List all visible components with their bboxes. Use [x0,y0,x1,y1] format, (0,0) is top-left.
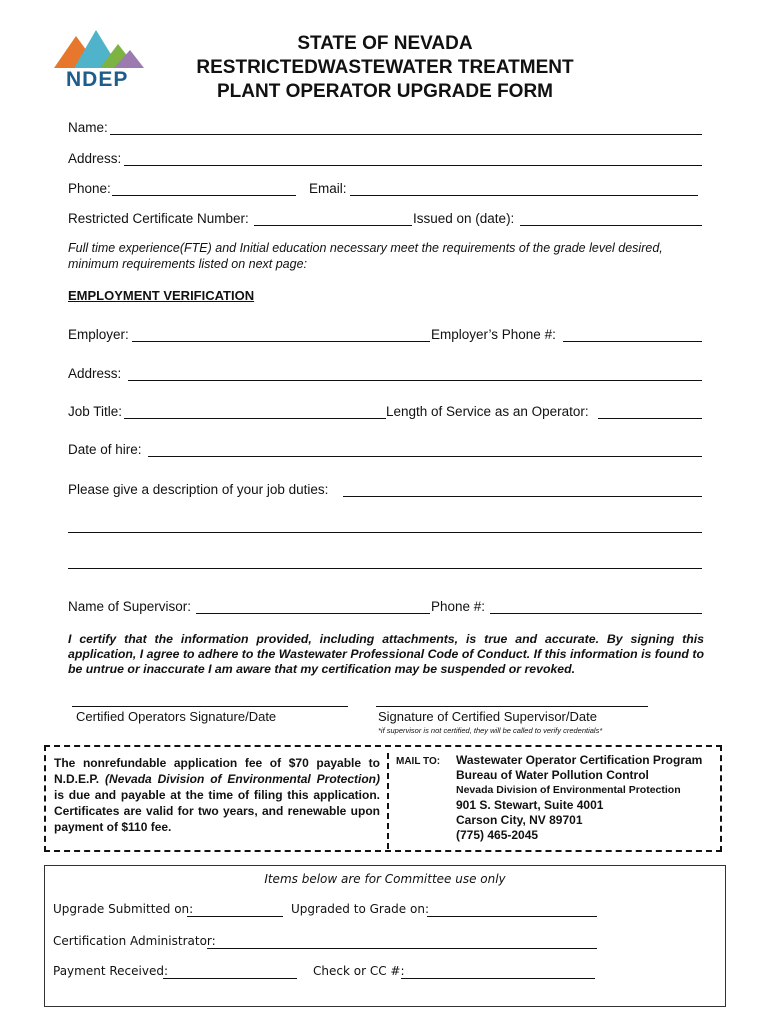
fee-text [54,755,380,835]
phone-field[interactable] [112,195,296,196]
supervisor-label: Name of Supervisor: [68,599,192,614]
address-line-6: (775) 465-2045 [456,828,539,842]
cert-number-label: Restricted Certificate Number: [68,211,249,226]
supervisor-phone-label: Phone #: [431,599,486,614]
employment-heading: EMPLOYMENT VERIFICATION [68,288,255,303]
supervisor-phone-field[interactable] [490,613,702,614]
box-divider [387,753,389,849]
certification-statement: I certify that the information provided, including attachments, is true and accurate. By signing this application, I agree to adhere to the Wastewater Professional Code of Conduct. If this information is found to be untrue or inaccurate I am aware that my certification may be suspended or revoked. [68,632,704,676]
fee-text-part-3: is due and payable at the time of filing this application. Certificates are valid for two years, and renewable upon payment of $110 fee. [54,788,380,834]
duties-field-line-1[interactable] [343,496,702,497]
address-line-3: Nevada Division of Environmental Protection [456,784,681,796]
title-line-2: RESTRICTEDWASTEWATER TREATMENT [196,57,574,78]
employer-address-field[interactable] [128,380,702,381]
title-line-1: STATE OF NEVADA [297,33,473,54]
fee-text-part-2: (Nevada Division of Environmental Protection) [105,772,380,786]
name-field[interactable] [110,134,702,135]
job-title-label: Job Title: [68,404,123,419]
mailing-address [456,753,702,843]
page-title [150,32,620,104]
hire-date-label: Date of hire: [68,442,142,457]
upgrade-submitted-label: Upgrade Submitted on: [53,902,194,916]
employer-field[interactable] [132,341,430,342]
name-label: Name: [68,120,108,135]
length-label: Length of Service as an Operator: [386,404,589,419]
email-label: Email: [309,181,347,196]
check-field[interactable] [401,978,595,979]
issued-field[interactable] [520,225,702,226]
fee-mail-box [44,745,722,852]
payment-label: Payment Received: [53,964,168,978]
operator-signature-field[interactable] [72,706,348,707]
employer-phone-label: Employer’s Phone #: [431,327,556,342]
logo-text: NDEP [66,68,129,91]
employer-label: Employer: [68,327,129,342]
job-title-field[interactable] [124,418,386,419]
address-line-4: 901 S. Stewart, Suite 4001 [456,798,604,812]
committee-box [44,865,726,1007]
admin-field[interactable] [207,948,597,949]
duties-field-line-2[interactable] [68,532,702,533]
check-label: Check or CC #: [313,964,405,978]
ndep-logo [52,28,148,94]
payment-field[interactable] [163,978,297,979]
admin-label: Certification Administrator: [53,934,216,948]
address-line-5: Carson City, NV 89701 [456,813,583,827]
phone-label: Phone: [68,181,111,196]
address-field[interactable] [124,165,702,166]
address-label: Address: [68,151,122,166]
mail-to-label: MAIL TO: [396,756,441,767]
issued-label: Issued on (date): [413,211,515,226]
email-field[interactable] [350,195,698,196]
fee-text-part-1: The nonrefundable application fee of $70 payable to N.D.E.P. [54,756,380,786]
duties-field-line-3[interactable] [68,568,702,569]
committee-title: Items below are for Committee use only [264,872,506,886]
supervisor-note: *if supervisor is not certified, they will be called to verify credentials* [378,726,603,735]
cert-number-field[interactable] [254,225,412,226]
upgraded-grade-field[interactable] [427,916,597,917]
supervisor-signature-label: Signature of Certified Supervisor/Date [378,709,597,724]
title-line-3: PLANT OPERATOR UPGRADE FORM [216,81,554,102]
supervisor-signature-field[interactable] [376,706,648,707]
length-field[interactable] [598,418,702,419]
supervisor-field[interactable] [196,613,430,614]
address-line-1: Wastewater Operator Certification Program [456,753,703,767]
hire-date-field[interactable] [148,456,702,457]
upgrade-submitted-field[interactable] [187,916,283,917]
address-line-2: Bureau of Water Pollution Control [456,768,649,782]
operator-signature-label: Certified Operators Signature/Date [76,709,277,724]
employer-address-label: Address: [68,366,122,381]
requirements-note: Full time experience(FTE) and Initial education necessary meet the requirements of the grade level desired, minimum requirements listed on next page: [68,241,663,271]
mountains-icon [52,28,148,68]
employer-phone-field[interactable] [563,341,702,342]
duties-label: Please give a description of your job duties: [68,482,329,497]
upgraded-grade-label: Upgraded to Grade on: [291,902,429,916]
